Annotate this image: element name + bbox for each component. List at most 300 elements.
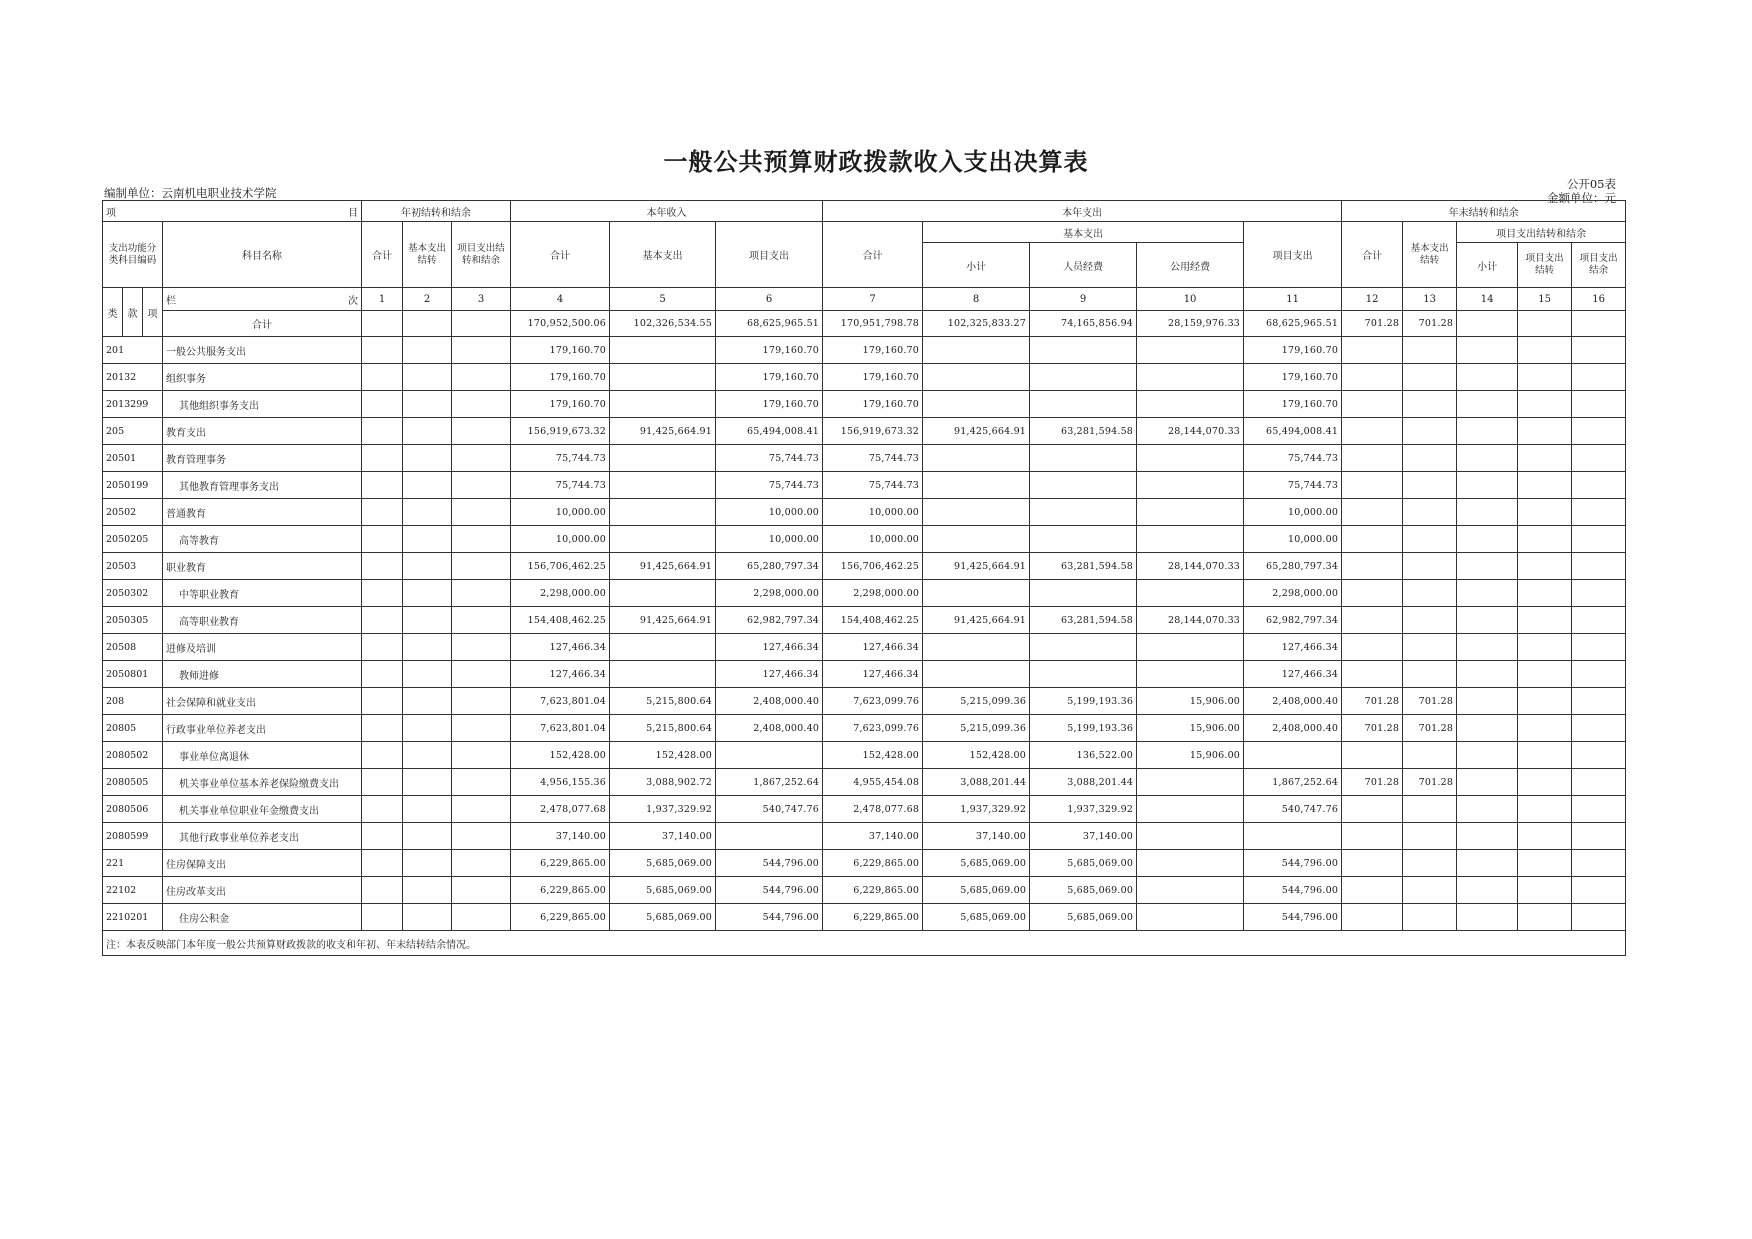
amount-cell: 37,140.00 xyxy=(610,823,716,850)
amount-cell xyxy=(452,526,511,553)
amount-cell xyxy=(923,472,1030,499)
header-kuan: 款 xyxy=(123,288,143,337)
amount-cell xyxy=(403,445,452,472)
amount-cell: 179,160.70 xyxy=(716,391,823,418)
amount-cell xyxy=(610,580,716,607)
amount-cell xyxy=(716,823,823,850)
amount-cell xyxy=(362,391,403,418)
col-number: 5 xyxy=(610,288,716,311)
amount-cell: 544,796.00 xyxy=(716,877,823,904)
header-expense-basic: 基本支出 xyxy=(923,222,1244,243)
amount-cell: 75,744.73 xyxy=(1244,445,1342,472)
table-row xyxy=(103,715,1626,742)
amount-cell xyxy=(1518,688,1572,715)
amount-cell xyxy=(403,796,452,823)
amount-cell: 544,796.00 xyxy=(1244,904,1342,931)
amount-cell xyxy=(452,472,511,499)
amount-cell xyxy=(362,499,403,526)
amount-cell: 37,140.00 xyxy=(511,823,610,850)
amount-cell: 540,747.76 xyxy=(716,796,823,823)
subject-name: 机关事业单位职业年金缴费支出 xyxy=(163,796,362,823)
subject-code: 2050305 xyxy=(103,607,163,634)
amount-cell: 179,160.70 xyxy=(823,337,923,364)
amount-cell xyxy=(1137,472,1244,499)
amount-cell xyxy=(362,445,403,472)
amount-cell xyxy=(923,499,1030,526)
amount-cell: 6,229,865.00 xyxy=(511,904,610,931)
header-lan-ci: 栏 次 xyxy=(163,288,362,311)
total-cell: 102,326,534.55 xyxy=(610,311,716,337)
subject-name: 普通教育 xyxy=(163,499,362,526)
amount-cell: 28,144,070.33 xyxy=(1137,607,1244,634)
total-label: 合计 xyxy=(163,311,362,337)
amount-cell xyxy=(403,769,452,796)
amount-cell xyxy=(403,715,452,742)
amount-cell xyxy=(1244,742,1342,769)
amount-cell xyxy=(1572,445,1626,472)
amount-cell xyxy=(362,742,403,769)
amount-cell xyxy=(362,634,403,661)
amount-cell: 701.28 xyxy=(1342,715,1403,742)
amount-cell: 1,937,329.92 xyxy=(1030,796,1137,823)
amount-cell: 5,685,069.00 xyxy=(610,877,716,904)
amount-cell: 156,706,462.25 xyxy=(823,553,923,580)
amount-cell xyxy=(1572,472,1626,499)
total-cell: 68,625,965.51 xyxy=(1244,311,1342,337)
subject-code: 2050801 xyxy=(103,661,163,688)
amount-cell xyxy=(1403,850,1457,877)
amount-cell xyxy=(1572,391,1626,418)
col-number: 8 xyxy=(923,288,1030,311)
amount-cell xyxy=(1457,877,1518,904)
amount-cell xyxy=(1572,580,1626,607)
total-cell: 102,325,833.27 xyxy=(923,311,1030,337)
table-row xyxy=(103,580,1626,607)
amount-cell xyxy=(1518,823,1572,850)
amount-cell xyxy=(1457,364,1518,391)
amount-cell xyxy=(1518,769,1572,796)
amount-cell xyxy=(923,445,1030,472)
amount-cell: 5,215,800.64 xyxy=(610,688,716,715)
amount-cell xyxy=(403,499,452,526)
amount-cell: 37,140.00 xyxy=(923,823,1030,850)
amount-cell: 10,000.00 xyxy=(716,499,823,526)
header-xiang: 项 xyxy=(143,288,163,337)
amount-cell xyxy=(452,796,511,823)
amount-cell: 28,144,070.33 xyxy=(1137,418,1244,445)
amount-cell: 75,744.73 xyxy=(823,472,923,499)
amount-cell: 7,623,801.04 xyxy=(511,715,610,742)
amount-cell: 179,160.70 xyxy=(1244,337,1342,364)
col-number: 4 xyxy=(511,288,610,311)
amount-cell xyxy=(1342,418,1403,445)
amount-cell: 1,937,329.92 xyxy=(923,796,1030,823)
amount-cell: 701.28 xyxy=(1342,688,1403,715)
amount-cell xyxy=(1403,472,1457,499)
amount-cell xyxy=(923,634,1030,661)
amount-cell xyxy=(610,526,716,553)
amount-cell xyxy=(1457,499,1518,526)
total-cell xyxy=(452,311,511,337)
amount-cell xyxy=(1137,796,1244,823)
total-cell xyxy=(1572,311,1626,337)
amount-cell: 4,956,155.36 xyxy=(511,769,610,796)
subject-code: 2210201 xyxy=(103,904,163,931)
table-row xyxy=(103,364,1626,391)
amount-cell xyxy=(1403,526,1457,553)
subject-name: 教育支出 xyxy=(163,418,362,445)
amount-cell xyxy=(1137,769,1244,796)
amount-cell: 2,408,000.40 xyxy=(1244,715,1342,742)
amount-cell xyxy=(403,661,452,688)
amount-cell xyxy=(1403,553,1457,580)
table-row xyxy=(103,688,1626,715)
amount-cell xyxy=(1572,877,1626,904)
amount-cell xyxy=(1457,580,1518,607)
amount-cell xyxy=(1518,715,1572,742)
amount-cell xyxy=(1518,796,1572,823)
subject-name: 住房改革支出 xyxy=(163,877,362,904)
amount-cell xyxy=(1342,742,1403,769)
amount-cell: 179,160.70 xyxy=(823,391,923,418)
amount-cell xyxy=(1137,850,1244,877)
amount-cell xyxy=(362,688,403,715)
amount-cell xyxy=(452,742,511,769)
amount-cell: 179,160.70 xyxy=(1244,364,1342,391)
amount-cell: 75,744.73 xyxy=(823,445,923,472)
col-number: 1 xyxy=(362,288,403,311)
amount-cell xyxy=(1137,634,1244,661)
amount-cell: 10,000.00 xyxy=(823,526,923,553)
amount-cell xyxy=(610,364,716,391)
amount-cell: 15,906.00 xyxy=(1137,742,1244,769)
amount-cell xyxy=(1403,364,1457,391)
amount-cell xyxy=(403,688,452,715)
amount-cell: 127,466.34 xyxy=(1244,661,1342,688)
amount-cell xyxy=(1457,688,1518,715)
amount-cell xyxy=(1403,499,1457,526)
amount-cell: 75,744.73 xyxy=(716,472,823,499)
amount-cell xyxy=(1137,364,1244,391)
amount-cell xyxy=(1457,526,1518,553)
header-expense-public: 公用经费 xyxy=(1137,243,1244,288)
amount-cell xyxy=(1342,391,1403,418)
table-row xyxy=(103,823,1626,850)
header-begin-project: 项目支出结转和结余 xyxy=(452,222,511,288)
amount-cell xyxy=(1518,553,1572,580)
amount-cell xyxy=(452,661,511,688)
col-number: 3 xyxy=(452,288,511,311)
amount-cell: 179,160.70 xyxy=(716,337,823,364)
amount-cell: 91,425,664.91 xyxy=(610,418,716,445)
amount-cell xyxy=(1342,904,1403,931)
header-end-subtotal: 小计 xyxy=(1457,243,1518,288)
amount-cell xyxy=(1457,634,1518,661)
amount-cell: 156,919,673.32 xyxy=(511,418,610,445)
subject-code: 201 xyxy=(103,337,163,364)
amount-cell xyxy=(1030,526,1137,553)
header-income-basic: 基本支出 xyxy=(610,222,716,288)
amount-cell xyxy=(1457,391,1518,418)
amount-cell xyxy=(1572,553,1626,580)
amount-cell xyxy=(1572,499,1626,526)
amount-cell xyxy=(1518,337,1572,364)
col-number: 13 xyxy=(1403,288,1457,311)
amount-cell xyxy=(362,580,403,607)
amount-cell: 28,144,070.33 xyxy=(1137,553,1244,580)
amount-cell xyxy=(1518,526,1572,553)
header-expense-project: 项目支出 xyxy=(1244,222,1342,288)
amount-cell: 91,425,664.91 xyxy=(923,553,1030,580)
amount-cell xyxy=(1342,472,1403,499)
amount-cell xyxy=(1572,661,1626,688)
amount-cell xyxy=(452,688,511,715)
amount-cell xyxy=(1403,796,1457,823)
amount-cell: 127,466.34 xyxy=(823,634,923,661)
table-row xyxy=(103,796,1626,823)
table-row xyxy=(103,472,1626,499)
amount-cell xyxy=(452,445,511,472)
amount-cell xyxy=(1137,526,1244,553)
amount-cell: 5,685,069.00 xyxy=(610,904,716,931)
header-end-project-carry: 项目支出结转 xyxy=(1518,243,1572,288)
amount-cell: 5,685,069.00 xyxy=(923,850,1030,877)
amount-cell xyxy=(452,607,511,634)
amount-cell: 6,229,865.00 xyxy=(823,877,923,904)
amount-cell: 544,796.00 xyxy=(1244,877,1342,904)
amount-cell: 75,744.73 xyxy=(511,472,610,499)
amount-cell xyxy=(1572,904,1626,931)
amount-cell: 2,408,000.40 xyxy=(716,688,823,715)
amount-cell: 4,955,454.08 xyxy=(823,769,923,796)
amount-cell xyxy=(452,850,511,877)
subject-name: 住房公积金 xyxy=(163,904,362,931)
amount-cell: 2,408,000.40 xyxy=(716,715,823,742)
amount-cell: 2,298,000.00 xyxy=(511,580,610,607)
amount-cell xyxy=(1518,418,1572,445)
amount-cell xyxy=(1572,742,1626,769)
amount-cell xyxy=(362,661,403,688)
amount-cell xyxy=(1518,499,1572,526)
amount-cell xyxy=(1342,526,1403,553)
amount-cell xyxy=(1342,877,1403,904)
amount-cell: 91,425,664.91 xyxy=(923,607,1030,634)
amount-cell xyxy=(1030,499,1137,526)
amount-cell: 75,744.73 xyxy=(716,445,823,472)
col-number: 2 xyxy=(403,288,452,311)
amount-cell: 127,466.34 xyxy=(1244,634,1342,661)
amount-cell: 91,425,664.91 xyxy=(610,607,716,634)
currency-unit: 金额单位：元 xyxy=(1547,191,1616,205)
amount-cell xyxy=(362,418,403,445)
amount-cell: 7,623,801.04 xyxy=(511,688,610,715)
header-end-total: 合计 xyxy=(1342,222,1403,288)
total-cell xyxy=(1518,311,1572,337)
amount-cell xyxy=(1030,364,1137,391)
amount-cell xyxy=(452,823,511,850)
amount-cell xyxy=(610,445,716,472)
subject-code: 20805 xyxy=(103,715,163,742)
col-number: 9 xyxy=(1030,288,1137,311)
total-cell: 68,625,965.51 xyxy=(716,311,823,337)
amount-cell: 65,494,008.41 xyxy=(1244,418,1342,445)
subject-name: 事业单位离退休 xyxy=(163,742,362,769)
amount-cell xyxy=(1457,445,1518,472)
amount-cell: 15,906.00 xyxy=(1137,715,1244,742)
amount-cell: 179,160.70 xyxy=(1244,391,1342,418)
amount-cell xyxy=(403,391,452,418)
amount-cell xyxy=(1342,850,1403,877)
amount-cell: 5,685,069.00 xyxy=(1030,904,1137,931)
amount-cell xyxy=(1403,823,1457,850)
amount-cell xyxy=(1030,472,1137,499)
amount-cell: 10,000.00 xyxy=(511,499,610,526)
amount-cell xyxy=(362,904,403,931)
amount-cell: 6,229,865.00 xyxy=(823,904,923,931)
amount-cell: 2,298,000.00 xyxy=(716,580,823,607)
header-begin-basic: 基本支出结转 xyxy=(403,222,452,288)
amount-cell xyxy=(1403,445,1457,472)
amount-cell xyxy=(1457,553,1518,580)
amount-cell: 91,425,664.91 xyxy=(610,553,716,580)
amount-cell xyxy=(403,607,452,634)
amount-cell xyxy=(923,580,1030,607)
amount-cell xyxy=(1403,634,1457,661)
amount-cell: 701.28 xyxy=(1342,769,1403,796)
amount-cell xyxy=(1342,661,1403,688)
amount-cell xyxy=(1244,823,1342,850)
amount-cell xyxy=(1457,337,1518,364)
subject-code: 2080506 xyxy=(103,796,163,823)
col-number: 10 xyxy=(1137,288,1244,311)
header-expense-personnel: 人员经费 xyxy=(1030,243,1137,288)
amount-cell xyxy=(1457,742,1518,769)
amount-cell xyxy=(403,850,452,877)
total-cell: 28,159,976.33 xyxy=(1137,311,1244,337)
amount-cell xyxy=(1342,553,1403,580)
subject-name: 教育管理事务 xyxy=(163,445,362,472)
subject-name: 机关事业单位基本养老保险缴费支出 xyxy=(163,769,362,796)
amount-cell: 5,685,069.00 xyxy=(1030,877,1137,904)
amount-cell: 152,428.00 xyxy=(923,742,1030,769)
amount-cell: 10,000.00 xyxy=(1244,526,1342,553)
amount-cell xyxy=(1030,391,1137,418)
amount-cell xyxy=(403,742,452,769)
amount-cell xyxy=(362,472,403,499)
amount-cell xyxy=(1403,607,1457,634)
table-row xyxy=(103,769,1626,796)
col-number: 11 xyxy=(1244,288,1342,311)
amount-cell xyxy=(1572,418,1626,445)
amount-cell xyxy=(1572,796,1626,823)
amount-cell: 5,199,193.36 xyxy=(1030,688,1137,715)
amount-cell: 179,160.70 xyxy=(823,364,923,391)
compiling-unit: 编制单位：云南机电职业技术学院 xyxy=(104,186,277,200)
amount-cell xyxy=(1137,445,1244,472)
amount-cell: 152,428.00 xyxy=(823,742,923,769)
amount-cell xyxy=(362,877,403,904)
subject-code: 20132 xyxy=(103,364,163,391)
amount-cell xyxy=(452,364,511,391)
col-number: 12 xyxy=(1342,288,1403,311)
header-end-project-surplus: 项目支出结余 xyxy=(1572,243,1626,288)
amount-cell: 2,478,077.68 xyxy=(511,796,610,823)
amount-cell: 65,494,008.41 xyxy=(716,418,823,445)
amount-cell: 75,744.73 xyxy=(511,445,610,472)
subject-code: 20501 xyxy=(103,445,163,472)
amount-cell xyxy=(1403,904,1457,931)
header-end-project-group: 项目支出结转和结余 xyxy=(1457,222,1626,243)
amount-cell xyxy=(362,364,403,391)
amount-cell xyxy=(362,823,403,850)
amount-cell: 3,088,201.44 xyxy=(923,769,1030,796)
amount-cell xyxy=(403,526,452,553)
amount-cell xyxy=(403,580,452,607)
amount-cell xyxy=(403,823,452,850)
amount-cell: 37,140.00 xyxy=(1030,823,1137,850)
amount-cell xyxy=(923,661,1030,688)
amount-cell: 127,466.34 xyxy=(716,634,823,661)
amount-cell xyxy=(923,337,1030,364)
header-expense-subtotal: 小计 xyxy=(923,243,1030,288)
amount-cell xyxy=(1342,445,1403,472)
amount-cell xyxy=(1457,715,1518,742)
amount-cell: 3,088,902.72 xyxy=(610,769,716,796)
footnote: 注：本表反映部门本年度一般公共预算财政拨款的收支和年初、年末结转结余情况。 xyxy=(103,931,1626,956)
amount-cell: 179,160.70 xyxy=(511,391,610,418)
amount-cell xyxy=(452,715,511,742)
table-row xyxy=(103,850,1626,877)
amount-cell: 1,867,252.64 xyxy=(716,769,823,796)
table-row xyxy=(103,526,1626,553)
amount-cell: 63,281,594.58 xyxy=(1030,418,1137,445)
amount-cell: 63,281,594.58 xyxy=(1030,553,1137,580)
amount-cell: 2,298,000.00 xyxy=(823,580,923,607)
amount-cell: 75,744.73 xyxy=(1244,472,1342,499)
table-row xyxy=(103,499,1626,526)
table-row xyxy=(103,661,1626,688)
amount-cell xyxy=(1518,742,1572,769)
subject-code: 208 xyxy=(103,688,163,715)
amount-cell xyxy=(362,715,403,742)
amount-cell xyxy=(452,580,511,607)
amount-cell: 7,623,099.76 xyxy=(823,688,923,715)
amount-cell xyxy=(1457,472,1518,499)
amount-cell xyxy=(362,607,403,634)
amount-cell: 544,796.00 xyxy=(716,850,823,877)
col-number: 7 xyxy=(823,288,923,311)
amount-cell xyxy=(403,904,452,931)
amount-cell: 62,982,797.34 xyxy=(716,607,823,634)
amount-cell xyxy=(1403,580,1457,607)
form-number: 公开05表 xyxy=(1566,177,1616,191)
amount-cell: 37,140.00 xyxy=(823,823,923,850)
amount-cell xyxy=(1342,364,1403,391)
amount-cell xyxy=(1030,634,1137,661)
amount-cell: 65,280,797.34 xyxy=(716,553,823,580)
amount-cell xyxy=(1572,634,1626,661)
header-subject-name: 科目名称 xyxy=(163,222,362,288)
amount-cell: 5,685,069.00 xyxy=(923,877,1030,904)
header-begin-total: 合计 xyxy=(362,222,403,288)
amount-cell: 15,906.00 xyxy=(1137,688,1244,715)
amount-cell xyxy=(1457,607,1518,634)
amount-cell xyxy=(403,634,452,661)
subject-name: 进修及培训 xyxy=(163,634,362,661)
amount-cell xyxy=(923,526,1030,553)
amount-cell: 5,685,069.00 xyxy=(610,850,716,877)
amount-cell: 65,280,797.34 xyxy=(1244,553,1342,580)
